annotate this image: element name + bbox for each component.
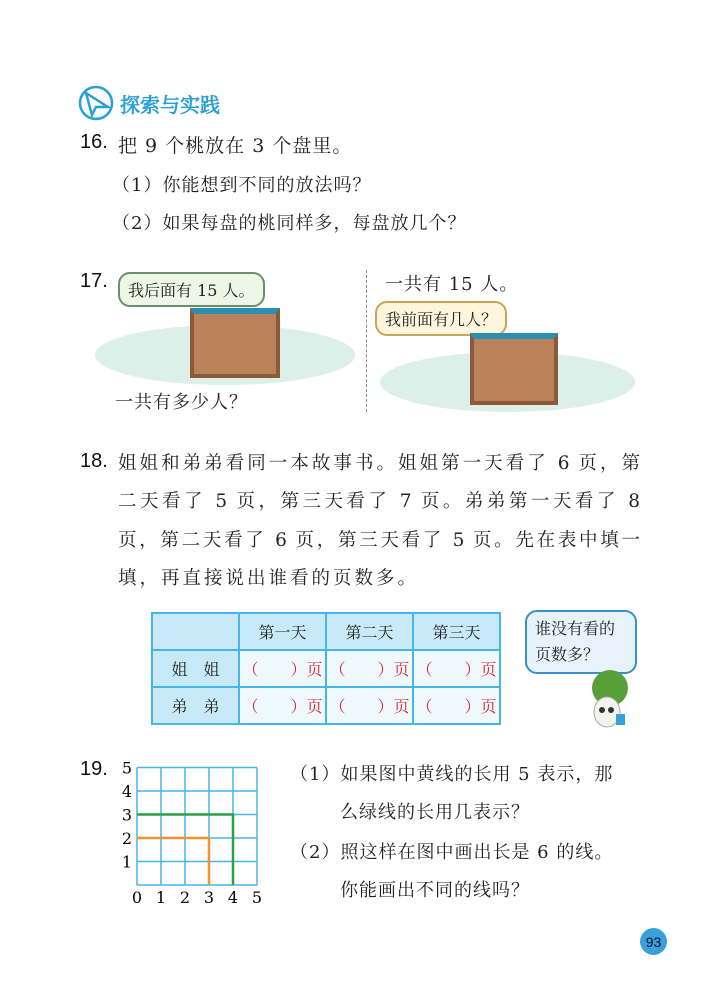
- y-tick-label: 4: [121, 782, 133, 801]
- x-tick-label: 1: [155, 888, 167, 907]
- cabbage-character-icon: [580, 668, 635, 736]
- y-tick-label: 3: [121, 805, 133, 825]
- answer-cell[interactable]: （ ）页: [239, 650, 326, 687]
- q16-sub-1: （1）你能想到不同的放法吗？: [112, 175, 372, 196]
- y-tick-label: 5: [121, 758, 133, 778]
- divider: [366, 270, 367, 412]
- table-header: [152, 613, 239, 650]
- answer-cell[interactable]: （ ）页: [413, 650, 500, 687]
- row-label: 弟 弟: [152, 687, 239, 724]
- q18-line-4: 填，再直接说出谁看的页数多。: [118, 568, 420, 589]
- q17-number: 17.: [80, 270, 108, 292]
- q16-sub-2: （2）如果每盘的桃同样多，每盘放几个？: [112, 213, 467, 234]
- q18-line-2: 二天看了 5 页，第三天看了 7 页。弟弟第一天看了 8: [118, 491, 640, 512]
- speech-bubble-right: 我前面有几人？: [375, 301, 507, 336]
- q19-sub-2b: 你能画出不同的线吗？: [340, 880, 530, 901]
- x-tick-label: 5: [251, 888, 263, 907]
- q19-sub-2a: （2）照这样在图中画出长是 6 的线。: [290, 842, 614, 863]
- q17-right-text: 一共有 15 人。: [385, 274, 519, 295]
- y-tick-label: 2: [121, 829, 133, 848]
- notice-board-illustration: [470, 333, 558, 405]
- q19-sub-1b: 么绿线的长用几表示？: [340, 802, 530, 823]
- table-row: [152, 650, 500, 687]
- table-header-row: [152, 613, 500, 650]
- q18-line-1: 姐姐和弟弟看同一本故事书。姐姐第一天看了 6 页，第: [118, 453, 640, 474]
- q16-number: 16.: [80, 131, 108, 153]
- table-row: [152, 687, 500, 724]
- page-number: 93: [640, 928, 667, 955]
- q18-number: 18.: [80, 450, 108, 472]
- answer-cell[interactable]: （ ）页: [239, 687, 326, 724]
- notice-board-illustration: [190, 308, 280, 378]
- table-header: 第二天: [326, 613, 413, 650]
- table-header: 第三天: [413, 613, 500, 650]
- q19-sub-1a: （1）如果图中黄线的长用 5 表示，那: [290, 764, 614, 785]
- section-title: 探索与实践: [120, 92, 220, 117]
- answer-cell[interactable]: （ ）页: [413, 687, 500, 724]
- row-label: 姐 姐: [152, 650, 239, 687]
- q19-number: 19.: [80, 758, 108, 780]
- q16-text: 把 9 个桃放在 3 个盘里。: [118, 135, 353, 157]
- table-header: 第一天: [239, 613, 326, 650]
- answer-cell[interactable]: （ ）页: [326, 650, 413, 687]
- q17-left-question: 一共有多少人？: [115, 392, 248, 413]
- x-tick-label: 2: [179, 888, 191, 907]
- speech-bubble-character: 谁没有看的页数多？: [525, 610, 637, 674]
- section-header: [78, 85, 220, 121]
- speech-bubble-left: 我后面有 15 人。: [118, 272, 265, 307]
- y-tick-label: 1: [121, 852, 133, 872]
- x-tick-label: 4: [227, 888, 239, 907]
- answer-cell[interactable]: （ ）页: [326, 687, 413, 724]
- grid-figure: [118, 758, 268, 908]
- x-tick-label: 3: [203, 888, 215, 907]
- reading-table: [151, 612, 501, 725]
- x-tick-label: 0: [131, 888, 143, 907]
- q18-line-3: 页，第二天看了 6 页，第三天看了 5 页。先在表中填一: [118, 530, 640, 551]
- paper-plane-icon: [78, 85, 114, 121]
